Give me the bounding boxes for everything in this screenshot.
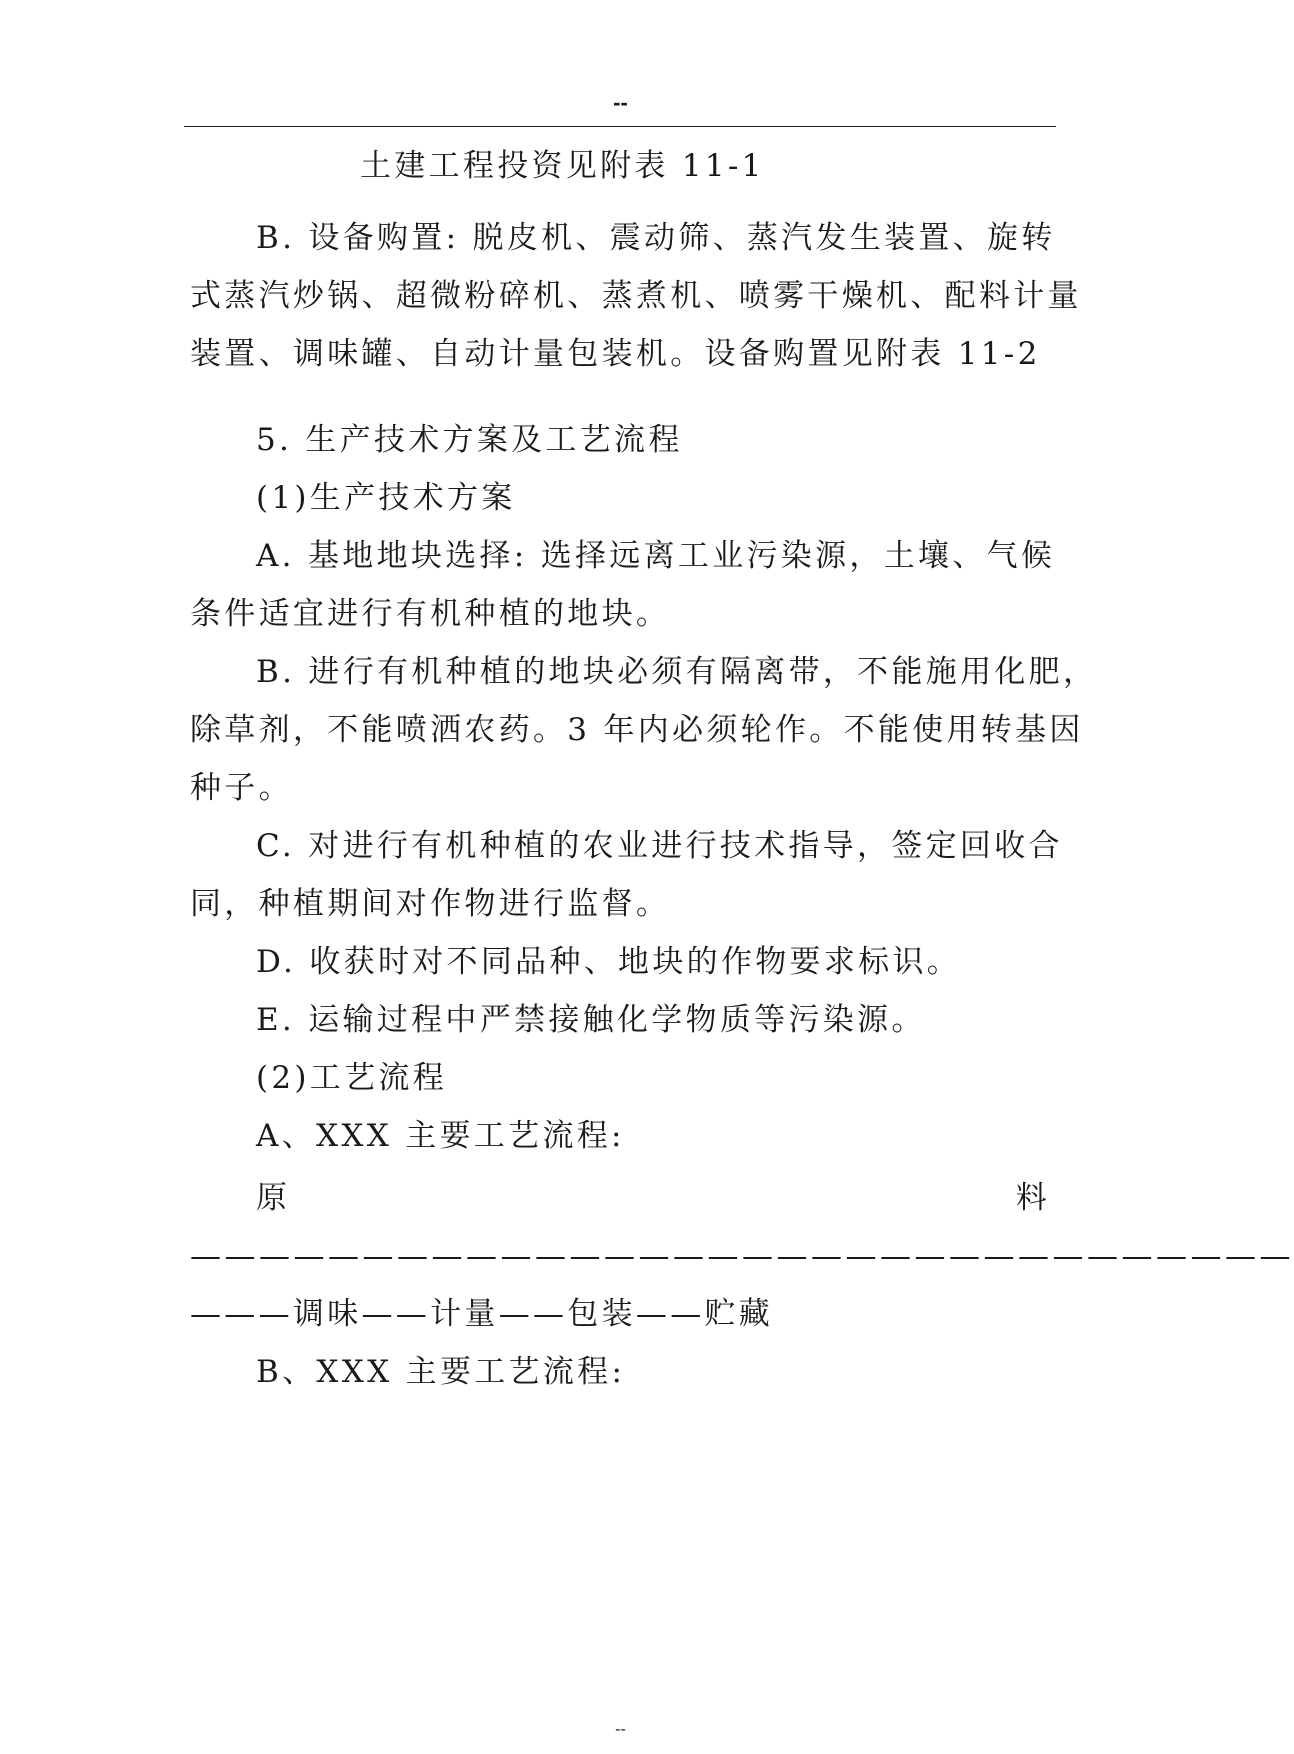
flow-end-word: 料 [1015,1180,1050,1216]
paragraph-line: B. 设备购置: 脱皮机、震动筛、蒸汽发生装置、旋转 [256,220,1056,256]
paragraph-line: 式蒸汽炒锅、超微粉碎机、蒸煮机、喷雾干燥机、配料计量 [190,278,1082,314]
flow-start-word: 原 [256,1180,291,1216]
paragraph-line: E. 运输过程中严禁接触化学物质等污染源。 [256,1002,926,1038]
subsection-heading: (1)生产技术方案 [256,480,516,516]
paragraph-line: 除草剂，不能喷洒农药。3 年内必须轮作。不能使用转基因 [190,712,1084,748]
paragraph-line: A. 基地地块选择: 选择远离工业污染源，土壤、气候 [256,538,1056,574]
flow-line [256,1178,1050,1218]
page-header-mark: -- [613,90,628,115]
subsection-heading: (2)工艺流程 [256,1060,448,1096]
paragraph-line: C. 对进行有机种植的农业进行技术指导，签定回收合 [256,828,1063,864]
paragraph-line: D. 收获时对不同品种、地块的作物要求标识。 [256,944,962,980]
paragraph-line: 种子。 [190,770,293,806]
paragraph-line: 土建工程投资见附表 11-1 [360,148,765,184]
flow-steps: ———调味——计量——包装——贮藏 [190,1296,774,1332]
flow-heading: A、XXX 主要工艺流程: [256,1118,625,1154]
paragraph-line: B. 进行有机种植的地块必须有隔离带，不能施用化肥， [256,654,1098,690]
flow-heading: B、XXX 主要工艺流程: [256,1354,626,1390]
header-rule [184,126,1056,127]
flow-dash-line: ———————————————————————————————— [190,1238,1294,1274]
paragraph-line: 同，种植期间对作物进行监督。 [190,886,671,922]
paragraph-line: 装置、调味罐、自动计量包装机。设备购置见附表 11-2 [190,336,1041,372]
section-heading: 5. 生产技术方案及工艺流程 [256,422,683,458]
paragraph-line: 条件适宜进行有机种植的地块。 [190,596,671,632]
page-footer-mark: -- [615,1721,626,1738]
